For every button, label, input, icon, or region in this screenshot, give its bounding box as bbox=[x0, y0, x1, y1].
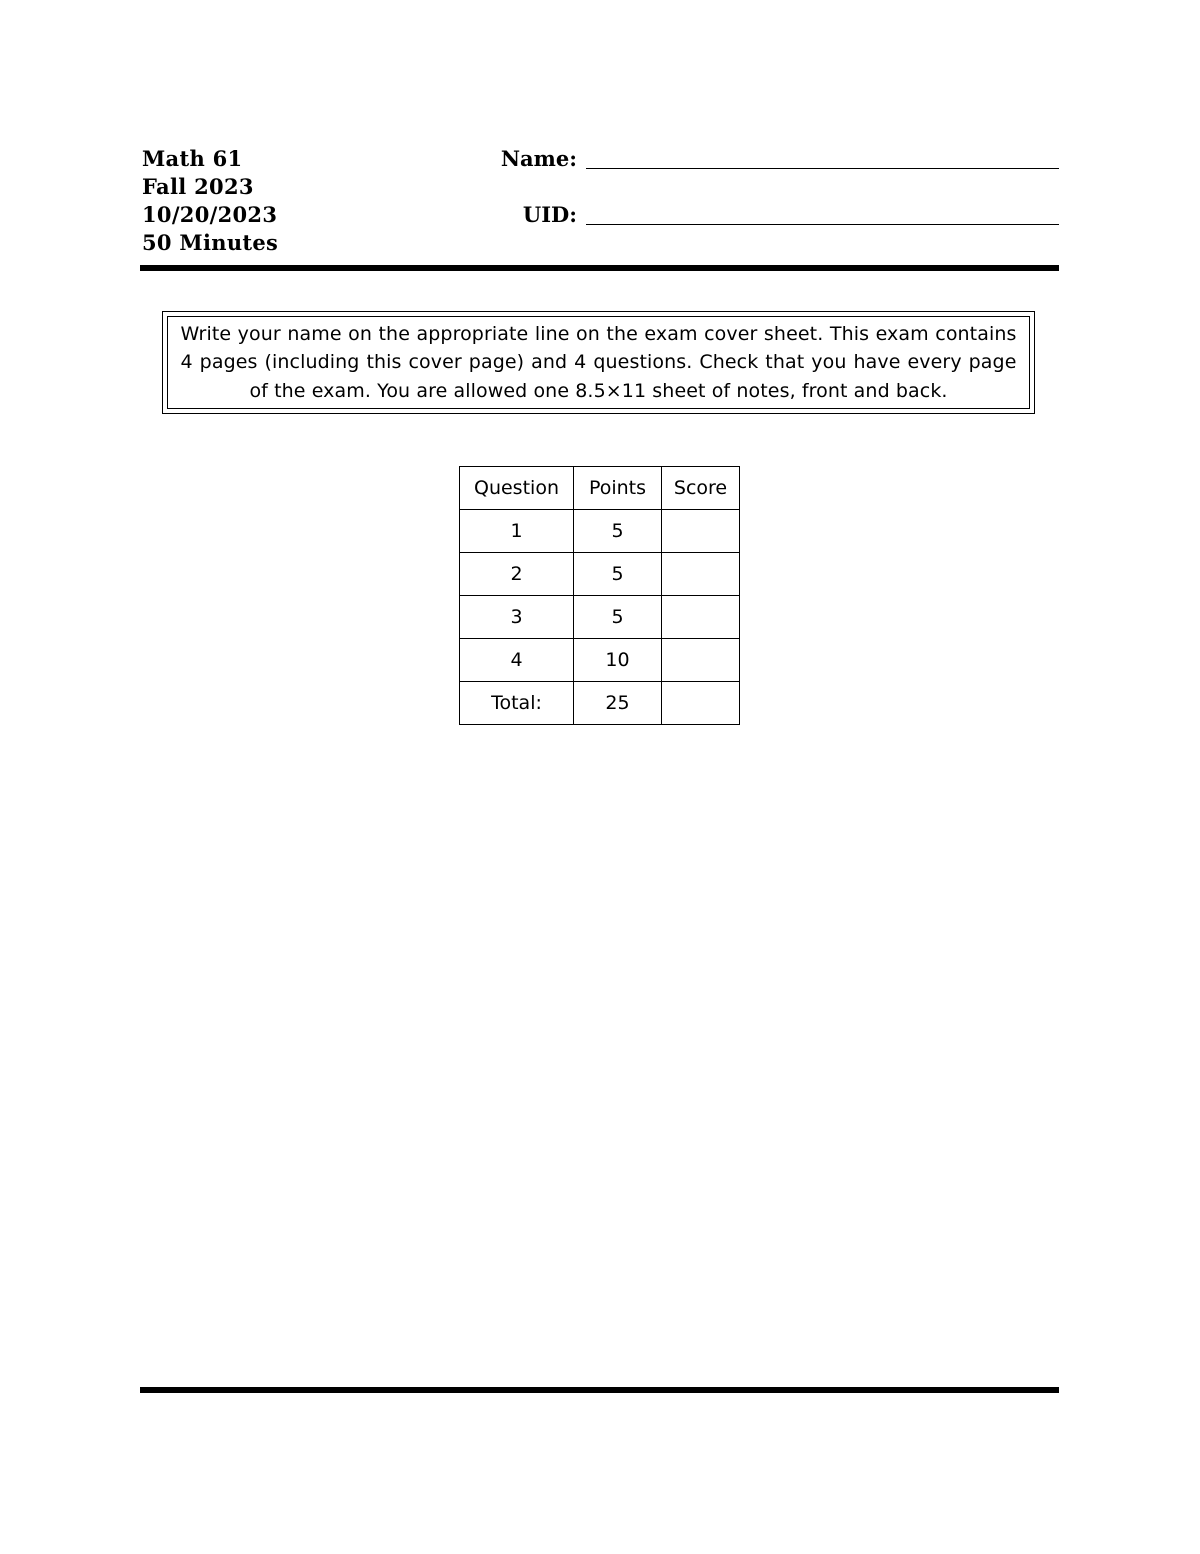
question-score[interactable] bbox=[662, 553, 740, 596]
table-row bbox=[460, 639, 740, 682]
total-row bbox=[460, 682, 740, 725]
question-score[interactable] bbox=[662, 510, 740, 553]
instructions-box bbox=[162, 311, 1035, 414]
question-points: 5 bbox=[574, 596, 662, 639]
header-rule bbox=[140, 265, 1059, 271]
total-label: Total: bbox=[460, 682, 574, 725]
course-title: Math 61 bbox=[142, 146, 243, 171]
uid-field[interactable] bbox=[586, 224, 1059, 225]
name-field[interactable] bbox=[586, 168, 1059, 169]
header-points: Points bbox=[574, 467, 662, 510]
table-row bbox=[460, 553, 740, 596]
total-score[interactable] bbox=[662, 682, 740, 725]
question-points: 10 bbox=[574, 639, 662, 682]
instructions-text: Write your name on the appropriate line on the exam cover sheet. This exam contains 4 pages (including this cover page) and 4 questions. Check that you have every page of the exam. You are allowed one 8.5×11 sheet of notes, front and back. bbox=[180, 322, 1017, 402]
instructions-inner-frame bbox=[167, 316, 1030, 409]
grade-table-header-row bbox=[460, 467, 740, 510]
exam-date: 10/20/2023 bbox=[142, 202, 278, 227]
footer-rule bbox=[140, 1387, 1059, 1393]
total-points: 25 bbox=[574, 682, 662, 725]
question-score[interactable] bbox=[662, 596, 740, 639]
question-points: 5 bbox=[574, 553, 662, 596]
question-number: 2 bbox=[460, 553, 574, 596]
exam-duration: 50 Minutes bbox=[142, 230, 279, 255]
term: Fall 2023 bbox=[142, 174, 254, 199]
table-row bbox=[460, 510, 740, 553]
grade-table bbox=[459, 466, 740, 725]
header-score: Score bbox=[662, 467, 740, 510]
header-question: Question bbox=[460, 467, 574, 510]
uid-label: UID: bbox=[522, 202, 577, 227]
table-row bbox=[460, 596, 740, 639]
question-number: 3 bbox=[460, 596, 574, 639]
name-label: Name: bbox=[500, 146, 577, 171]
question-points: 5 bbox=[574, 510, 662, 553]
question-number: 1 bbox=[460, 510, 574, 553]
question-number: 4 bbox=[460, 639, 574, 682]
question-score[interactable] bbox=[662, 639, 740, 682]
